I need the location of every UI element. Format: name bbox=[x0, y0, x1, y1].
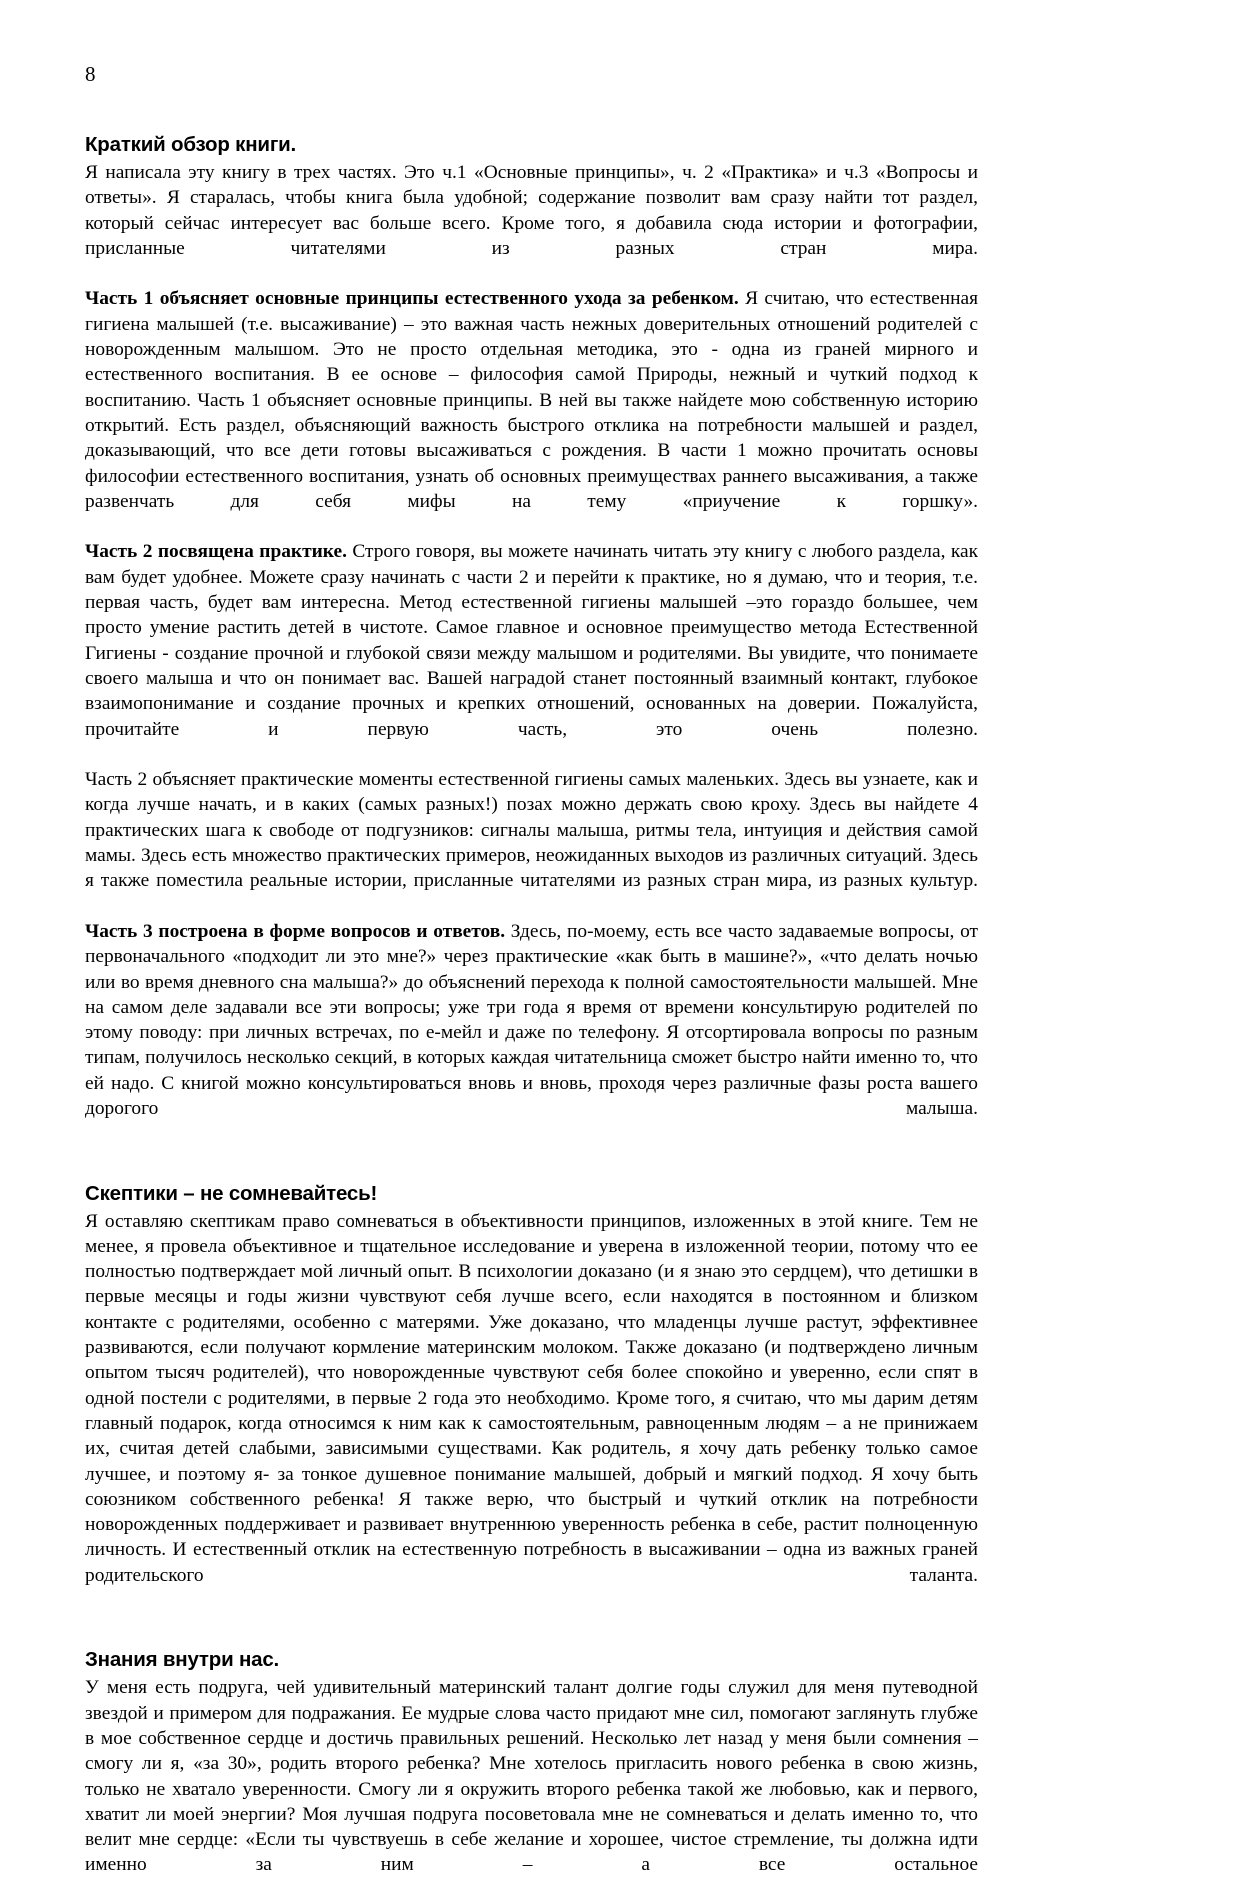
section-heading-skeptics: Скептики – не сомневайтесь! bbox=[85, 1181, 378, 1205]
paragraph-text: Часть 2 объясняет практические моменты естественной гигиены самых маленьких. Здесь вы узнаете, как и когда лучше начать, и в каких (самых разных!) позах можно держать свою кроху. Здесь вы найдете 4 практических шага к свободе от подгузников: сигналы малыша, ритмы тела, интуиция и действия самой мамы. Здесь есть множество практических примеров, неожиданных выходов из различных ситуаций. Здесь я также поместила реальные истории, присланные читателями из разных стран мира, из разных культур. bbox=[85, 769, 978, 892]
paragraph-skeptics bbox=[85, 1209, 978, 1614]
paragraph-part2-practice bbox=[85, 767, 978, 919]
paragraph-part3 bbox=[85, 919, 978, 1147]
section-heading-knowledge: Знания внутри нас. bbox=[85, 1648, 280, 1672]
paragraph-text: У меня есть подруга, чей удивительный материнский талант долгие годы служил для меня путеводной звездой и примером для подражания. Ее мудрые слова часто придают мне сил, помогают заглянуть глубже в мое собственное сердце и достичь правильных решений. Несколько лет назад у меня были сомнения – смогу ли я, «за 30», родить второго ребенка? Мне хотелось пригласить нового ребенка в свою жизнь, только не хватало уверенности. Смогу ли я окружить второго ребенка такой же любовью, как и первого, хватит ли моей энергии? Моя лучшая подруга посоветовала мне не сомневаться и делать именно то, что велит мне сердце: «Если ты чувствуешь в себе желание и хорошее, чистое стремление, ты должна идти именно за ним – а все остальное bbox=[85, 1677, 978, 1876]
paragraph-text: Я считаю, что естественная гигиена малышей (т.е. высаживание) – это важная часть нежных доверительных отношений родителей с новорожденным малышом. Это не просто отдельная методика, это - одна из граней мирного и естественного воспитания. В ее основе – философия самой Природы, нежный и чуткий подход к воспитанию. Часть 1 объясняет основные принципы. В ней вы также найдете мою собственную историю открытий. Есть раздел, объясняющий важность быстрого отклика на потребности малышей и раздел, доказывающий, что все дети готовы высаживаться с рождения. В части 1 можно прочитать основы философии естественного воспитания, узнать об основных преимуществах раннего высаживания, а также развенчать для себя мифы на тему «приучение к горшку». bbox=[85, 288, 979, 512]
page-number: 8 bbox=[85, 62, 96, 86]
paragraph-text: Я написала эту книгу в трех частях. Это ч.1 «Основные принципы», ч. 2 «Практика» и ч.3 «Вопросы и ответы». Я старалась, чтобы книга была удобной; содержание позволит вам сразу найти тот раздел, который сейчас интересует вас больше всего. Кроме того, я добавила сюда истории и фотографии, присланные читателями из разных стран мира. bbox=[85, 162, 978, 259]
paragraph-part2 bbox=[85, 539, 978, 767]
paragraph-lead-part3: Часть 3 построена в форме вопросов и ответов. bbox=[85, 920, 506, 942]
paragraph-lead-part1: Часть 1 объясняет основные принципы естественного ухода за ребенком. bbox=[85, 288, 739, 310]
paragraph-part1 bbox=[85, 286, 978, 539]
paragraph-knowledge bbox=[85, 1675, 978, 1903]
section-heading-overview: Краткий обзор книги. bbox=[85, 133, 297, 156]
paragraph-text: Строго говоря, вы можете начинать читать эту книгу с любого раздела, как вам будет удобнее. Можете сразу начинать с части 2 и перейти к практике, но я думаю, что и теория, т.е. первая часть, будет вам интересна. Метод естественной гигиены малышей –это гораздо большее, чем просто умение растить детей в чистоте. Самое главное и основное преимущество метода Естественной Гигиены - создание прочной и глубокой связи между малышом и родителями. Вы увидите, что понимаете своего малыша и что он понимает вас. Вашей наградой станет постоянный взаимный контакт, глубокое взаимопонимание и создание прочных и крепких отношений, основанных на доверии. Пожалуйста, прочитайте и первую часть, это очень полезно. bbox=[85, 541, 978, 740]
paragraph-text: Здесь, по-моему, есть все часто задаваемые вопросы, от первоначального «подходит ли это мне?» через практические «как быть в машине?», «что делать ночью или во время дневного сна малыша?» до объяснений перехода к полной самостоятельности малышей. Мне на самом деле задавали все эти вопросы; уже три года я время от времени консультирую родителей по этому поводу: при личных встречах, по е-мейл и даже по телефону. Я отсортировала вопросы по разным типам, получилось несколько секций, в которых каждая читательница сможет быстро найти именно то, что ей надо. С книгой можно консультироваться вновь и вновь, проходя через различные фазы роста вашего дорогого малыша. bbox=[85, 920, 978, 1119]
paragraph-text: Я оставляю скептикам право сомневаться в объективности принципов, изложенных в этой книге. Тем не менее, я провела объективное и тщательное исследование и уверена в изложенной теории, потому что ее полностью подтверждает мой личный опыт. В психологии доказано (и я знаю это сердцем), что детишки в первые месяцы и годы жизни чувствуют себя лучше всего, если находятся в постоянном и близком контакте с родителями, особенно с матерями. Уже доказано, что младенцы лучше растут, эффективнее развиваются, если получают кормление материнским молоком. Также доказано (и подтверждено личным опытом тысяч родителей), что новорожденные чувствуют себя более спокойно и уверенно, если спят в одной постели с родителями, в первые 2 года это необходимо. Кроме того, я считаю, что мы дарим детям главный подарок, когда относимся к ним как к самостоятельным, равноценным людям – а не принижаем их, считая детей слабыми, зависимыми существами. Как родитель, я хочу дать ребенку только самое лучшее, и поэтому я- за тонкое душевное понимание малышей, добрый и мягкий подход. Я хочу быть союзником собственного ребенка! Я также верю, что быстрый и чуткий отклик на потребности новорожденных поддерживает и развивает внутреннюю уверенность ребенка в себе, растит полноценную личность. И естественный отклик на естественную потребность в высаживании – одна из важных граней родительского таланта. bbox=[85, 1210, 978, 1586]
paragraph-overview-intro bbox=[85, 160, 978, 286]
paragraph-lead-part2: Часть 2 посвящена практике. bbox=[85, 541, 347, 563]
